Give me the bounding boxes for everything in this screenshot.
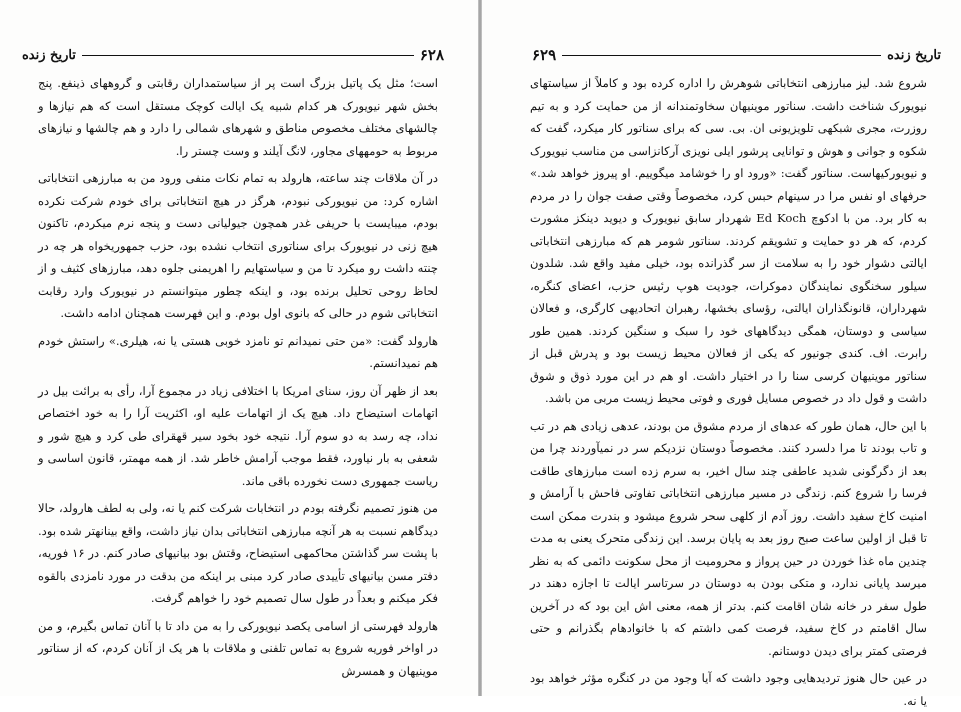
right-page-body — [530, 72, 927, 708]
paragraph: من هنوز تصمیم نگرفته بودم در انتخابات شرکت کنم یا نه، ولی به لطف هارولد، حالا دیدگاهم نسبت به هر آنچه مبارزهی انتخاباتی بدان نیاز داشت، واقع بینانهتر شده بود. با پشت سر گذاشتن محاکمهی استیضاح، وقتش بود بیانیهای صادر کنم. در ۱۶ فوریه، دفتر مسن بیانیهای تأییدی صادر کرد مبنی بر اینکه من بدقت در مورد نامزدی بالقوه فکر میکنم و بعداً در طول سال تصمیم خود را خواهم گرفت. — [38, 501, 438, 605]
left-page-header — [22, 44, 444, 66]
paragraph: در آن ملاقات چند ساعته، هارولد به تمام نکات منفی ورود من به مبارزهی انتخاباتی اشاره کرد: من نیویورکی نبودم، هرگز در هیچ انتخاباتی برای خودم شرکت نکرده بودم، میبایست با حریفی غدر همچون جیولیانی دست و پنجه نرم میکردم، تاکنون هیچ زنی در نیویورک برای سناتوری انتخاب نشده بود، حزب جمهوریخواه هر چه در چنته داشت رو میکرد تا من و سیاستهایم را اهریمنی جلوه دهد، مبارزهای کثیف و از لحاظ روحی تحلیل برنده بود، و اینکه چطور میتوانستم در نیویورک وارد رقابت انتخاباتی شوم در حالی که بانوی اول بودم. و این فهرست همچنان ادامه داشت. — [38, 171, 438, 320]
paragraph: در عین حال هنوز تردیدهایی وجود داشت که آیا وجود من در کنگره مؤثر خواهد بود یا نه. — [530, 671, 927, 708]
paragraph: هارولد فهرستی از اسامی یکصد نیویورکی را به من داد تا با آنان تماس بگیرم، و من در اواخر فوریه شروع به تماس تلفنی و ملاقات با هر یک از آنان کردم، که از سناتور موینیهان و همسرش — [38, 618, 438, 678]
paragraph: با این حال، همان طور که عدهای از مردم مشوق من بودند، عدهی زیادی هم در تب و تاب بودند تا مرا دلسرد کنند. مخصوصاً دوستان نزدیکم سر در نمیآوردند چرا من بعد از دگرگونی شدید عاطفی چند سال اخیر، به سرم زده است مبارزهای طاقت فرسا را شروع کنم. زندگی در مسیر مبارزهی انتخاباتی تفاوتی فاحش با آرامش و امنیت کاخ سفید داشت. روز آدم از کلهی سحر شروع میشود و بندرت ممکن است تا قبل از اولین ساعت صبح روز بعد به پایان برسد. این زندگی متحرک یعنی به مدت چندین ماه غذا خوردن در حین پرواز و محرومیت از محل سکونت دائمی که به نظر میرسد پایانی ندارد، و متکی بودن به دوستان در سرتاسر ایالت تا اجازه دهند در طول سفر در خانه شان اقامت کنم. بدتر از همه، معنی اش این بود که در آخرین سال اقامتم در کاخ سفید، فرصت کمی داشتم که با خانوادهام بگذرانم و حتی فرصتی کمتر برای دیدن دوستانم. — [530, 418, 927, 658]
running-title: تاریخ زنده — [22, 47, 76, 63]
running-title: تاریخ زنده — [887, 47, 941, 63]
left-page — [0, 0, 478, 696]
paragraph: بعد از ظهر آن روز، سنای امریکا با اختلافی زیاد در مجموع آرا، رأی به برائت بیل در اتهامات استیضاح داد. هیچ یک از اتهامات علیه او، اکثریت آرا را به خود اختصاص نداد، چه رسد به دو سوم آرا. نتیجه خود بخود سیر قهقرای طی کرد و هیچ شور و شعفی به بار نیاورد، فقط موجب آرامش خاطر شد. از همه مهمتر، قانون اساسی و ریاست جمهوری دست نخورده باقی ماند. — [38, 383, 438, 488]
page-number: ۶۲۹ — [532, 46, 557, 64]
header-rule — [562, 55, 881, 56]
left-page-body — [38, 72, 438, 690]
right-page-header — [532, 44, 941, 66]
paragraph: شروع شد. لیز مبارزهی انتخاباتی شوهرش را اداره کرده بود و کاملاً از سیاستهای نیویورک شناخت داشت. سناتور موینیهان سخاوتمندانه از من حمایت کرد و به تیم روزرت، مجری شبکهی تلویزیونی ان. بی. سی که برای سناتور کار میکرد، گفت که شکوه و جوانی و هوش و توانایی پرشور ایلی نویزی آرکانزاسی من مناسب نیویورک و نیویورکیهاست. سناتور گفت: «ورود او را خوشامد میگوییم. او پیروز خواهد شد.» حرفهای او نفس مرا در سینهام حبس کرد، مخصوصاً وقتی صفت جوان را در مردم به کار برد. من با ادکوچ Ed Koch شهردار سابق نیویورک و دیوید دینکز مشورت کردم، که هر دو حمایت و تشویقم کردند. سناتور شومر هم که مبارزهی انتخاباتی ایالتی دشوار خود را به سلامت از سر گذرانده بود، خیلی مفید واقع شد. شلدون سیلور سخنگوی نمایندگان دموکرات، جودیت هوپ رئیس حزب، اعضای کنگره، شهرداران، قانونگذاران ایالتی، رؤسای بخشها، رهبران اتحادیهی کارگری، و فعالان سیاسی و دوستان، همگی دیدگاههای خود را سبک و سنگین کردند. همین طور رابرت. اف. کندی جونیور که یکی از فعالان محیط زیست بود و پدرش قبل از سناتور موینیهان کرسی سنا را در اختیار داشت. او هم در این مورد ذوق و شوق داشت و قول داد در خصوص مسایل فوری و فوتی محیط زیست مربی من باشد. — [530, 76, 927, 405]
paragraph: است؛ مثل یک پاتیل بزرگ است پر از سیاستمداران رقابتی و گروههای ذینفع. پنج بخش شهر نیویورک هر کدام شبیه یک ایالت کوچک مستقل است که هم نیازها و چالشهای مختلف مخصوص مناطق و شهرهای شمالی را دارد و هم چالشها و نیازهای مربوط به حومههای مجاور، لانگ آیلند و وست چستر را. — [38, 76, 438, 158]
right-page — [482, 0, 961, 708]
header-rule — [82, 55, 414, 56]
page-number: ۶۲۸ — [419, 46, 444, 64]
paragraph: هارولد گفت: «من حتی نمیدانم تو نامزد خوبی هستی یا نه، هیلری.» راستش خودم هم نمیدانستم. — [38, 333, 438, 370]
